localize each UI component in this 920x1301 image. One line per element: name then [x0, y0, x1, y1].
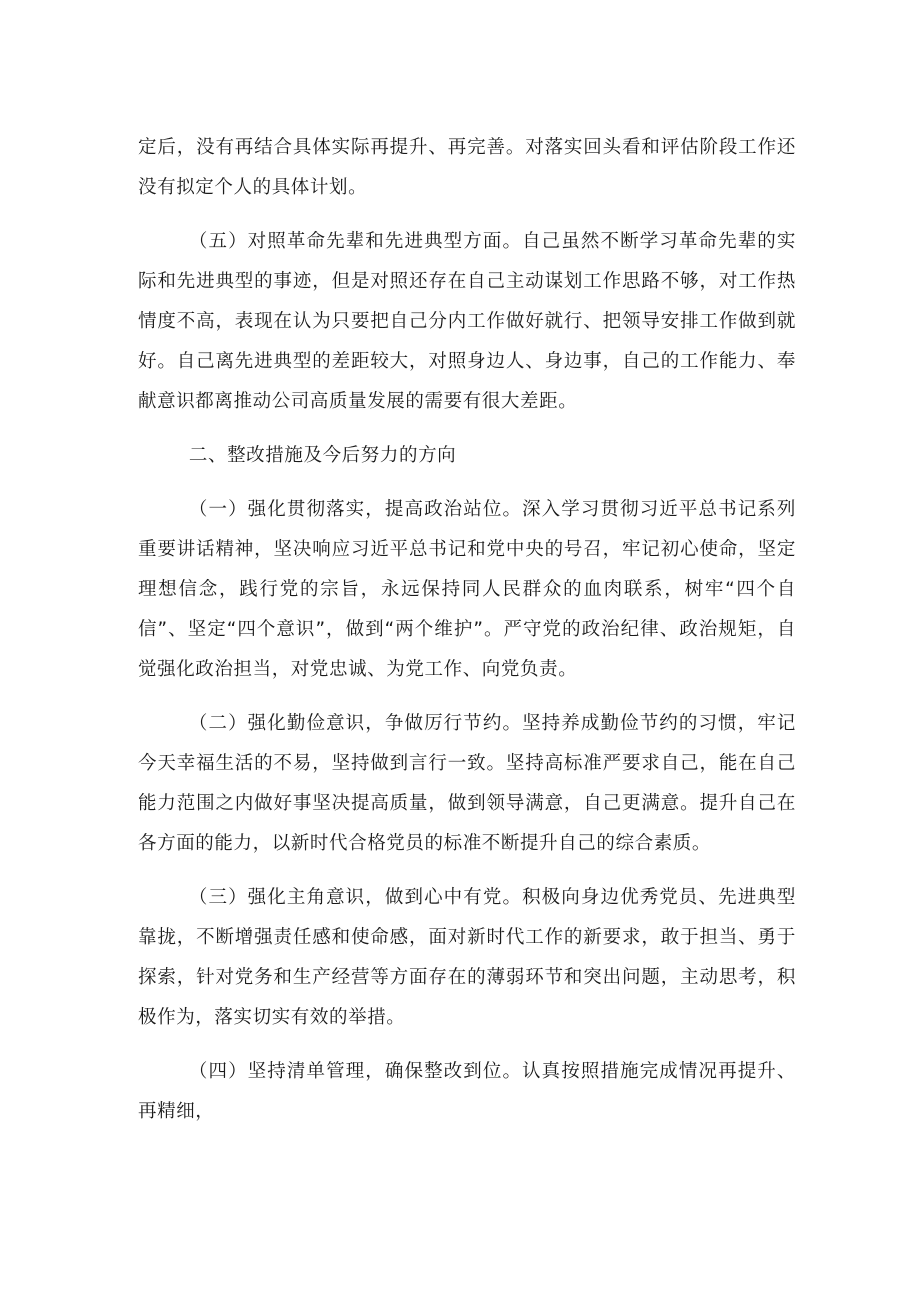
- paragraph-item-2: （二）强化勤俭意识，争做厉行节约。坚持养成勤俭节约的习惯，牢记今天幸福生活的不易，坚持做到言行一致。坚持高标准严要求自己，能在自己能力范围之内做好事坚决提高质量，做到领导满意，自己更满意。提升自己在各方面的能力，以新时代合格党员的标准不断提升自己的综合素质。: [138, 713, 796, 854]
- document-body: [138, 128, 796, 1146]
- section-heading: 二、整改措施及今后努力的方向: [188, 445, 457, 466]
- paragraph-continuation: 定后，没有再结合具体实际再提升、再完善。对落实回头看和评估阶段工作还没有拟定个人的具体计划。: [138, 137, 796, 198]
- paragraph-item-5: （五）对照革命先辈和先进典型方面。自己虽然不断学习革命先辈的实际和先进典型的事迹，但是对照还存在自己主动谋划工作思路不够，对工作热情度不高，表现在认为只要把自己分内工作做好就行、把领导安排工作做到就好。自己离先进典型的差距较大，对照身边人、身边事，自己的工作能力、奉献意识都离推动公司高质量发展的需要有很大差距。: [138, 231, 796, 412]
- paragraph-item-1: （一）强化贯彻落实，提高政治站位。深入学习贯彻习近平总书记系列重要讲话精神，坚决响应习近平总书记和党中央的号召，牢记初心使命，坚定理想信念，践行党的宗旨，永远保持同人民群众的血肉联系，树牢“四个自信”、坚定“四个意识”，做到“两个维护”。严守党的政治纪律、政治规矩，自觉强化政治担当，对党忠诚、为党工作、向党负责。: [138, 499, 796, 680]
- paragraph-item-4: （四）坚持清单管理，确保整改到位。认真按照措施完成情况再提升、再精细，: [138, 1061, 796, 1122]
- paragraph-item-3: （三）强化主角意识，做到心中有党。积极向身边优秀党员、先进典型靠拢，不断增强责任感和使命感，面对新时代工作的新要求，敢于担当、勇于探索，针对党务和生产经营等方面存在的薄弱环节和突出问题，主动思考，积极作为，落实切实有效的举措。: [138, 887, 796, 1028]
